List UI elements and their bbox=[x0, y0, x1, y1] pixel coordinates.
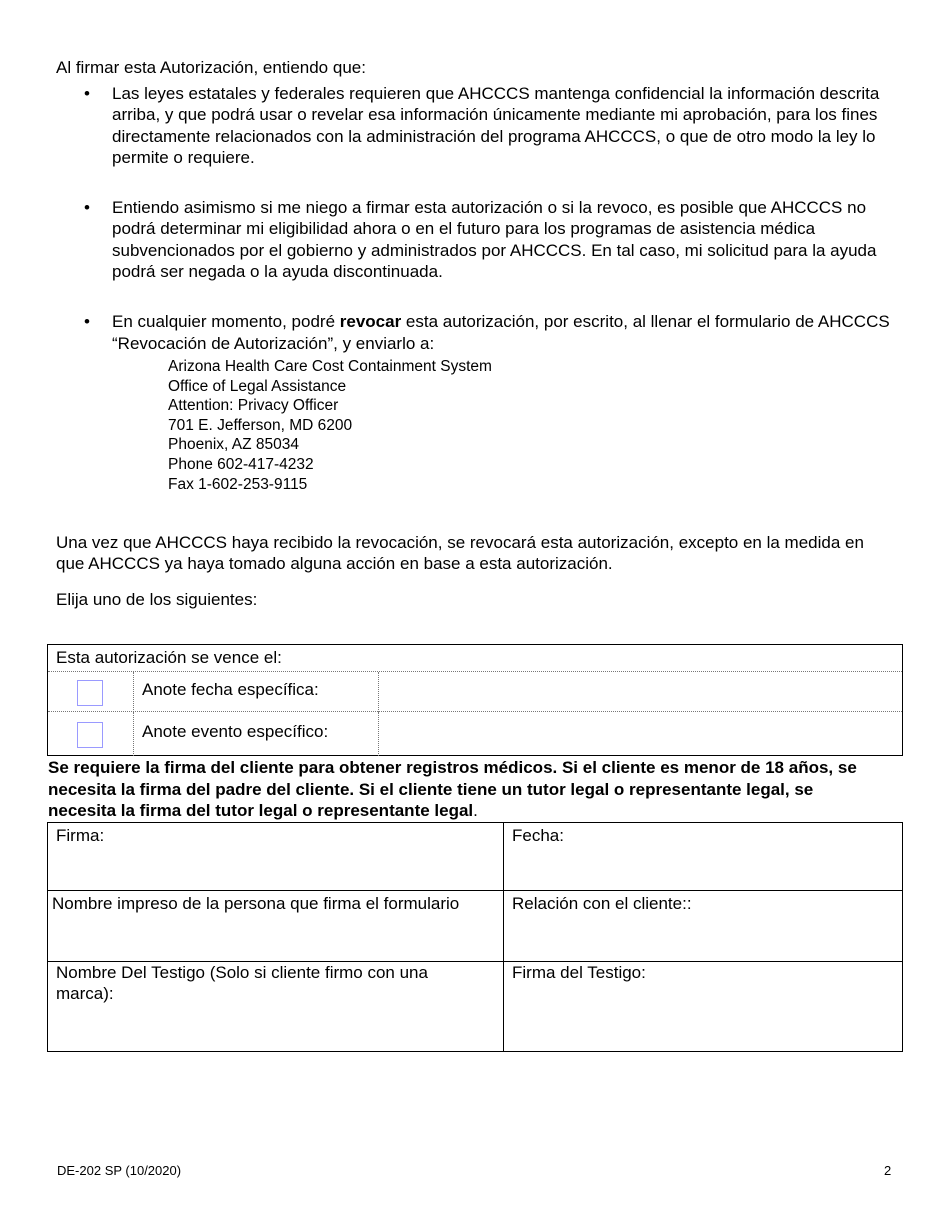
bullet-text-3-post: esta autorización, por escrito, al llenar el formulario de AHCCCS “Revocación de Autorización”, y enviarlo a: bbox=[112, 312, 890, 353]
specific-event-checkbox[interactable] bbox=[77, 722, 103, 748]
conditions-list bbox=[56, 83, 896, 494]
list-item bbox=[56, 311, 896, 494]
expiration-row-event bbox=[48, 711, 902, 756]
bullet-text-3-bold: revocar bbox=[339, 312, 402, 332]
address-fax: Fax 1-602-253-9115 bbox=[168, 475, 308, 493]
specific-event-label: Anote evento específico: bbox=[142, 722, 329, 741]
list-item bbox=[56, 83, 896, 168]
address-line: Attention: Privacy Officer bbox=[168, 397, 339, 415]
form-id: DE-202 SP (10/2020) bbox=[57, 1163, 182, 1178]
bullet-text-1: Las leyes estatales y federales requieren que AHCCCS mantenga confidencial la información descrita arriba, y que podrá usar o revelar esa información únicamente mediante mi aprobación, para los fines directamente relacionados con la administración del programa AHCCCS, o que de otro modo la ley lo permite o requiere. bbox=[112, 84, 880, 167]
signature-requirement-tail: . bbox=[473, 801, 478, 820]
checkbox-cell bbox=[48, 672, 134, 712]
address-line: 701 E. Jefferson, MD 6200 bbox=[168, 416, 353, 434]
mailing-address bbox=[112, 357, 896, 494]
specific-date-field[interactable] bbox=[378, 672, 902, 712]
specific-date-checkbox[interactable] bbox=[77, 680, 103, 706]
address-line: Office of Legal Assistance bbox=[168, 377, 347, 395]
bullet-text-3-pre: En cualquier momento, podré bbox=[112, 312, 340, 332]
expiration-header: Esta autorización se vence el: bbox=[56, 648, 282, 667]
expiration-row-date bbox=[48, 671, 902, 712]
signature-table bbox=[47, 822, 903, 1052]
relationship-field-label[interactable]: Relación con el cliente:: bbox=[512, 894, 692, 913]
page-number: 2 bbox=[884, 1163, 892, 1178]
list-item bbox=[56, 197, 896, 282]
checkbox-cell bbox=[48, 712, 134, 756]
choose-instruction: Elija uno de los siguientes: bbox=[56, 590, 258, 609]
signature-requirement bbox=[48, 757, 878, 822]
row-divider bbox=[48, 890, 902, 891]
address-phone: Phone 602-417-4232 bbox=[168, 455, 314, 473]
column-divider bbox=[503, 823, 504, 1051]
bullet-text-2: Entiendo asimismo si me niego a firmar esta autorización o si la revoco, es posible que AHCCCS no podrá determinar mi eligibilidad ahora o en el futuro para los programas de asistencia médica subvencionados por el gobierno y administrados por AHCCCS. En tal caso, mi solicitud para la ayuda podrá ser negada o la ayuda discontinuada. bbox=[112, 198, 877, 282]
revocation-note: Una vez que AHCCCS haya recibido la revocación, se revocará esta autorización, excepto en la medida en que AHCCCS ya haya tomado alguna acción en base a esta autorización. bbox=[56, 533, 864, 574]
printed-name-field-label[interactable]: Nombre impreso de la persona que firma el formulario bbox=[52, 894, 460, 913]
address-line: Phoenix, AZ 85034 bbox=[168, 436, 299, 454]
signature-requirement-text: Se requiere la firma del cliente para obtener registros médicos. Si el cliente es menor de 18 años, se necesita la firma del padre del cliente. Si el cliente tiene un tutor legal o representante legal, se necesita la firma del tutor legal o representante legal bbox=[48, 758, 857, 820]
signature-field-label[interactable]: Firma: bbox=[56, 826, 105, 845]
address-line: Arizona Health Care Cost Containment System bbox=[168, 357, 492, 375]
date-field-label[interactable]: Fecha: bbox=[512, 826, 564, 845]
witness-signature-field-label[interactable]: Firma del Testigo: bbox=[512, 963, 646, 982]
specific-event-field[interactable] bbox=[378, 712, 902, 756]
specific-date-label: Anote fecha específica: bbox=[142, 680, 319, 699]
witness-name-field-label[interactable]: Nombre Del Testigo (Solo si cliente firmo con una marca): bbox=[56, 963, 428, 1003]
expiration-table bbox=[47, 644, 903, 756]
intro-text: Al firmar esta Autorización, entiendo que: bbox=[56, 58, 366, 77]
